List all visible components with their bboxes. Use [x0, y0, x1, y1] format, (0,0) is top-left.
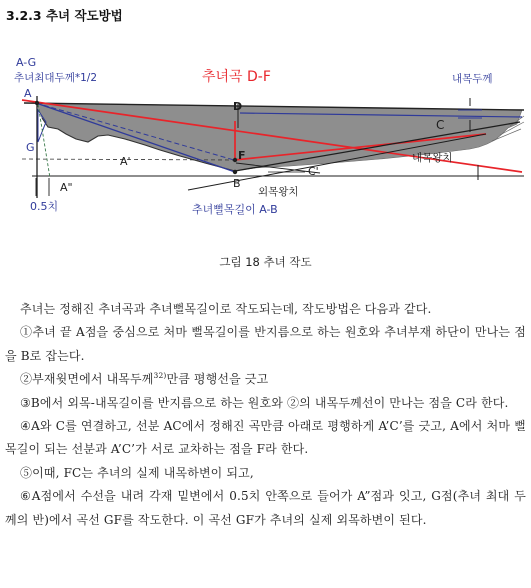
label-point-aprime: A': [120, 155, 131, 168]
label-ab-length: 추녀뻘목길이 A-B: [192, 203, 278, 216]
label-point-a2: A": [60, 181, 73, 194]
label-point-f: F: [238, 149, 246, 162]
footnote-ref-32[interactable]: 32): [153, 371, 167, 381]
label-point-a: A: [24, 87, 32, 100]
label-inner-length: 내목왕치: [412, 152, 453, 164]
paragraph-step-1: ①추녀 끝 A점을 중심으로 처마 뻘목길이를 반지름으로 하는 원호와 추녀부재 하단이 만나는 점을 B로 잡는다.: [5, 325, 526, 363]
paragraph-step-5: ⑤이때, FC는 추녀의 실제 내목하변이 되고,: [20, 465, 254, 480]
label-point-b: B: [233, 177, 241, 190]
point-a: [35, 101, 39, 105]
paragraph-step-6: ⑥A점에서 수선을 내려 각재 밑변에서 0.5치 안쪽으로 들어가 A”점과 잇고, G점(추녀 최대 두께의 반)에서 곡선 GF를 작도한다. 이 곡선 GF가 추녀의 실제 외목하변이 된다.: [5, 489, 526, 527]
label-point-g: G: [26, 141, 35, 154]
paragraph-step-2: [5, 368, 526, 391]
label-point-cprime: C': [308, 165, 319, 178]
body-text: [5, 298, 526, 532]
label-half-thickness: 추녀최대두께*1/2: [14, 72, 98, 84]
label-inner-thickness: 내목두께: [452, 73, 493, 85]
label-curve-title: 추녀곡 D-F: [202, 69, 271, 85]
step-2-text: ②부재윗면에서 내목두께: [20, 372, 154, 387]
label-outer-length: 외목왕치: [258, 186, 299, 198]
label-point-d: D: [233, 100, 243, 113]
paragraph-intro: 추녀는 정해진 추녀곡과 추녀뻘목길이로 작도되는데, 작도방법은 다음과 같다.: [20, 302, 432, 316]
label-half-chi: 0.5치: [30, 200, 59, 213]
half-chi-bracket: [36, 178, 49, 196]
point-f: [233, 158, 237, 162]
step-2-text-end: 만큼 평행선을 긋고: [166, 372, 269, 387]
paragraph-step-4: ④A와 C를 연결하고, 선분 AC에서 정해진 곡만큼 아래로 평행하게 A’C’를 긋고, A에서 처마 뻘목길이 되는 선분과 A’C’가 서로 교차하는 점을 F라 한다.: [5, 419, 526, 457]
section-heading: 3.2.3 추녀 작도방법: [6, 8, 123, 23]
point-b: [233, 170, 237, 174]
figure-caption: 그림 18 추녀 작도: [219, 255, 312, 269]
label-point-c: C: [436, 118, 445, 132]
label-ag: A-G: [16, 56, 37, 69]
rafter-drawing-diagram: [0, 32, 531, 250]
paragraph-step-3: ③B에서 외목-내목길이를 반지름으로 하는 원호와 ②의 내목두께선이 만나는 점을 C라 한다.: [20, 395, 509, 410]
